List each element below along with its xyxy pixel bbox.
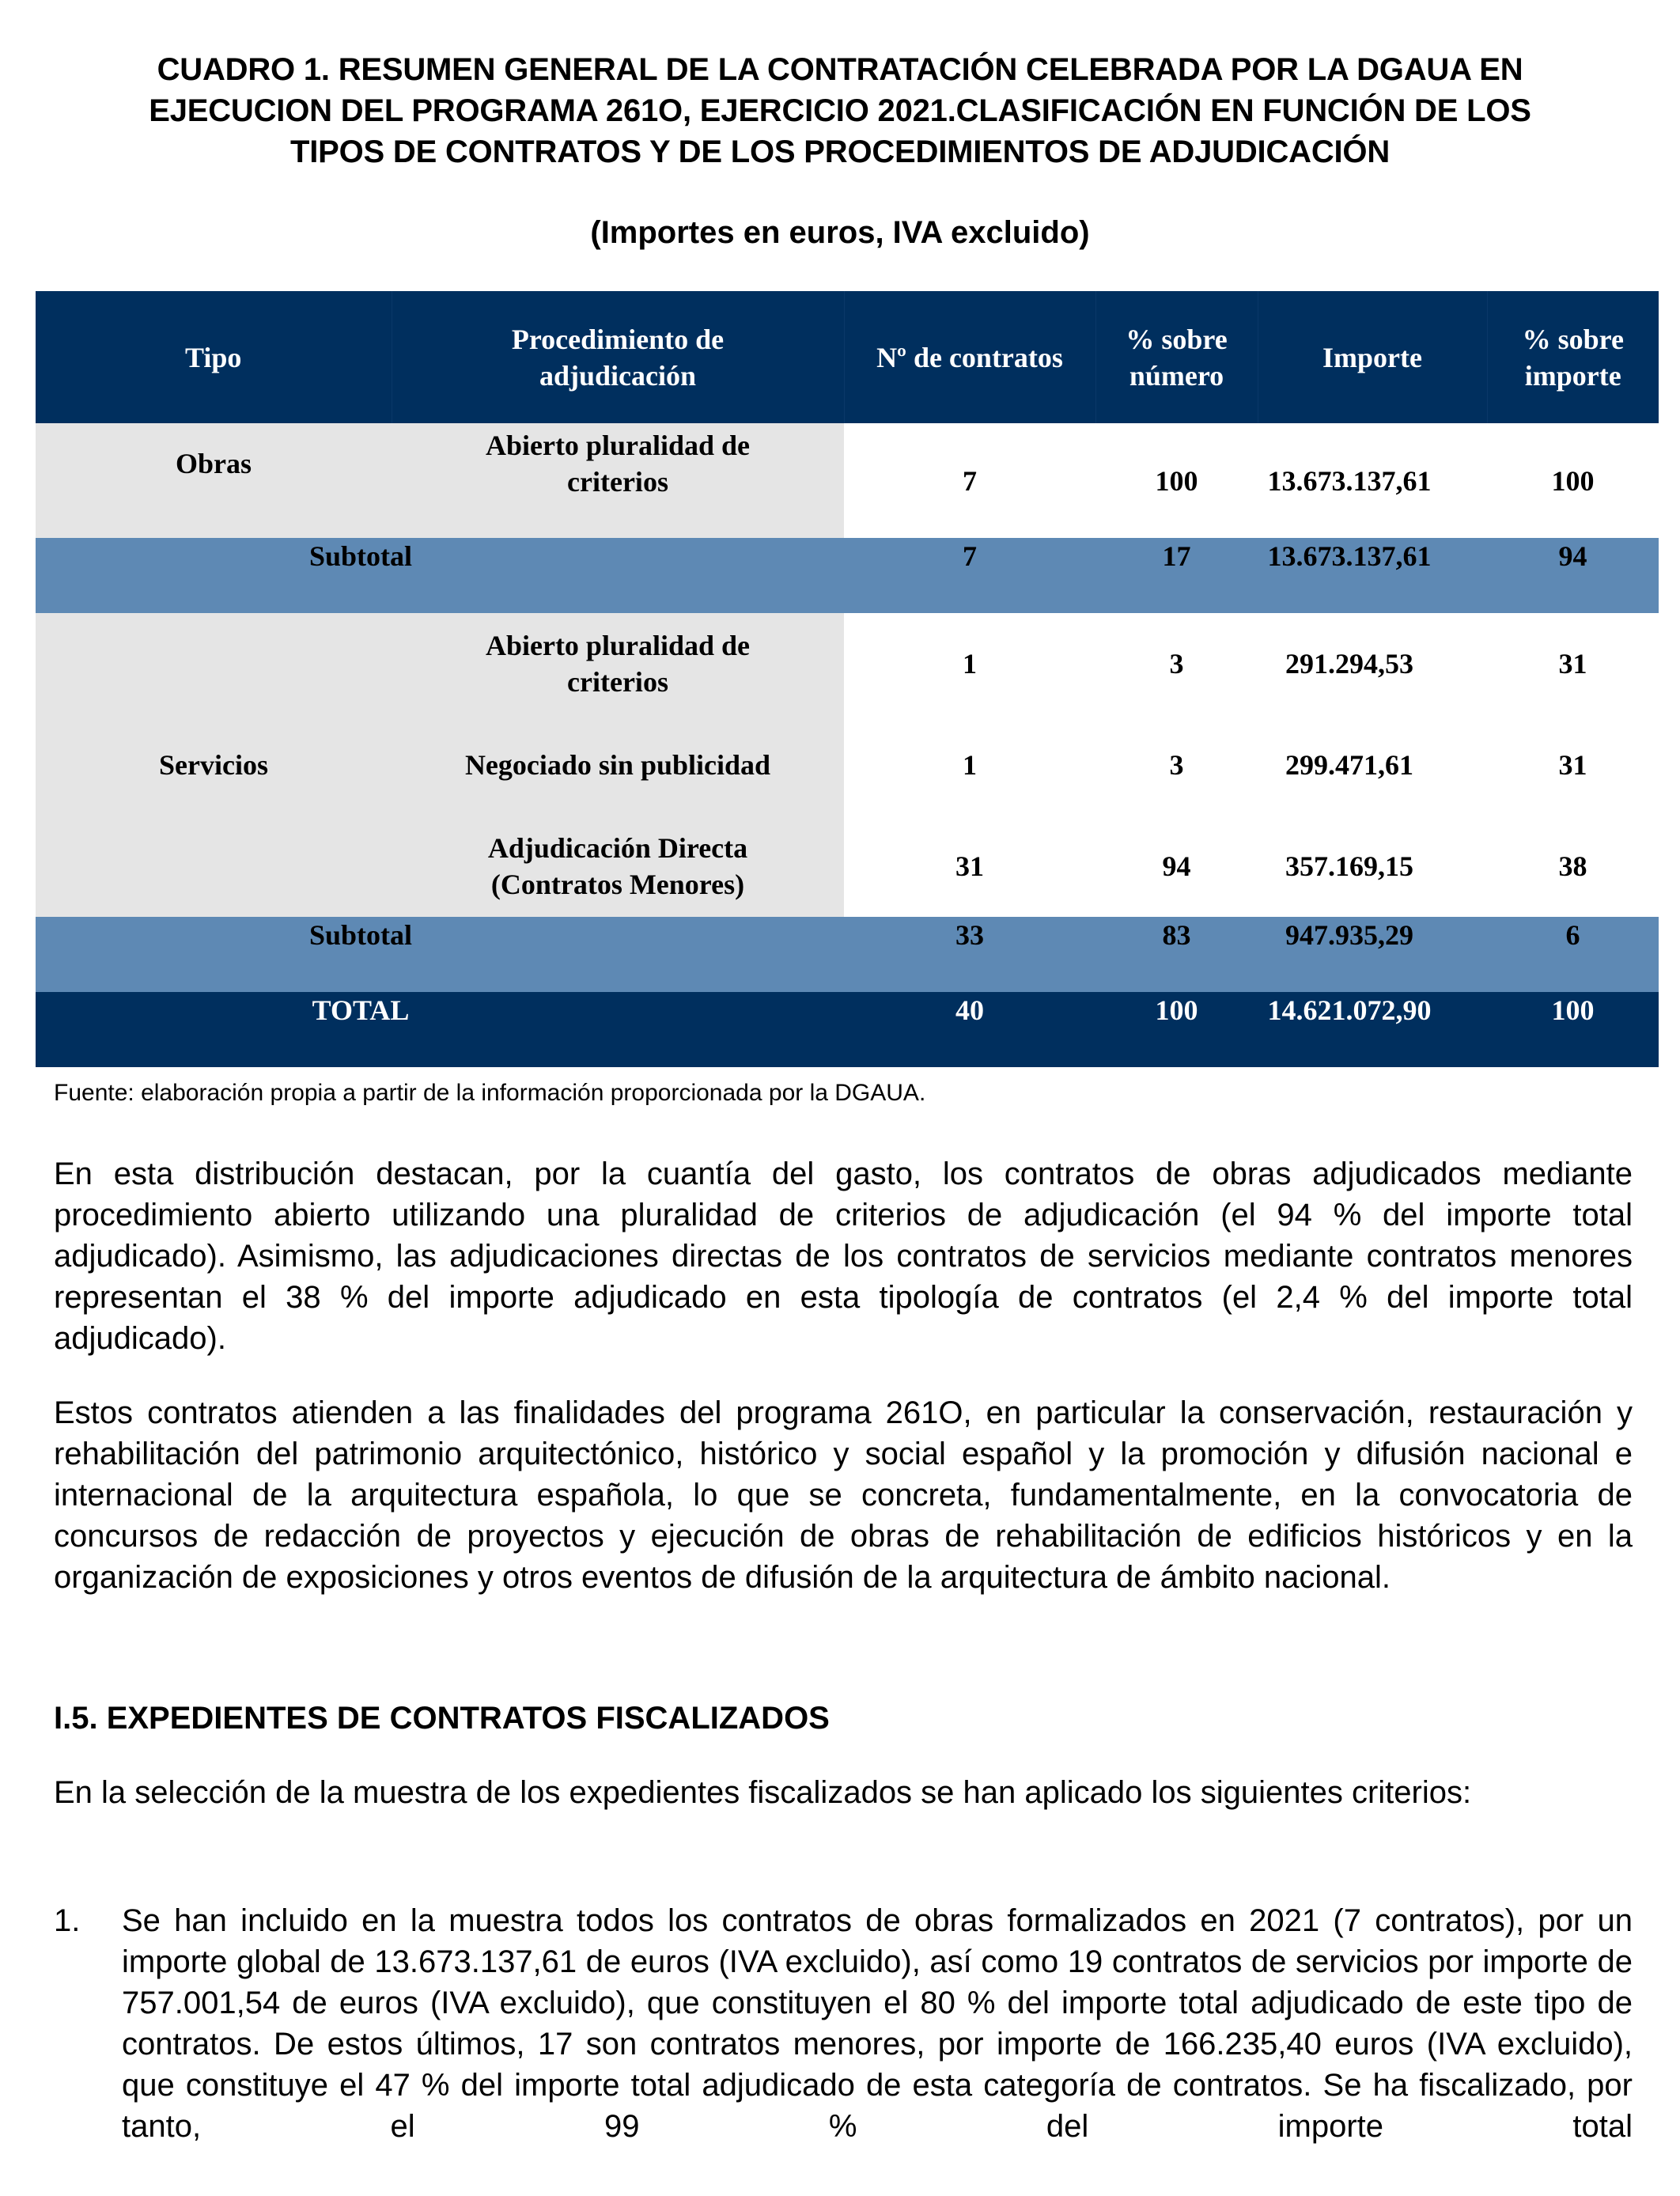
pct-imp-cell: 31 xyxy=(1487,613,1659,714)
pct-imp-cell: 94 xyxy=(1487,538,1659,613)
table-row xyxy=(36,423,1659,538)
contracts-summary-table xyxy=(36,291,1659,1067)
header-tipo: Tipo xyxy=(36,291,392,423)
section-heading: I.5. EXPEDIENTES DE CONTRATOS FISCALIZADOS xyxy=(54,1701,830,1736)
pct-imp-cell: 100 xyxy=(1487,423,1659,538)
num-cell: 7 xyxy=(844,538,1095,613)
table-title xyxy=(47,49,1633,172)
pct-imp-cell: 6 xyxy=(1487,917,1659,992)
pct-imp-cell: 31 xyxy=(1487,714,1659,816)
list-number: 1. xyxy=(54,1903,81,1938)
total-label: TOTAL xyxy=(36,992,844,1067)
num-cell: 40 xyxy=(844,992,1095,1067)
header-num-contratos: Nº de contratos xyxy=(844,291,1095,423)
procedimiento-cell: Abierto pluralidad de criterios xyxy=(392,613,844,714)
header-importe: Importe xyxy=(1258,291,1487,423)
criteria-list-item xyxy=(54,1900,1633,2147)
pct-num-cell: 100 xyxy=(1095,992,1258,1067)
body-paragraph: Estos contratos atienden a las finalidades del programa 261O, en particular la conservación, restauración y rehabilitación del patrimonio arquitectónico, histórico y social español y la promoción y difusión nacional e internacional de la arquitectura española, lo que se concreta, fundamentalmente, en la convocatoria de concursos de redacción de proyectos y ejecución de obras de rehabilitación de edificios históricos y en la organización de exposiciones y otros eventos de difusión de la arquitectura de ámbito nacional. xyxy=(54,1395,1633,1595)
subtotal-row xyxy=(36,917,1659,992)
header-pct-numero: % sobre número xyxy=(1095,291,1258,423)
tipo-cell: Servicios xyxy=(36,613,392,917)
num-cell: 31 xyxy=(844,816,1095,917)
table-subtitle: (Importes en euros, IVA excluido) xyxy=(590,215,1090,250)
importe-cell: 13.673.137,61 xyxy=(1258,423,1487,538)
pct-num-cell: 3 xyxy=(1095,714,1258,816)
title-line: CUADRO 1. RESUMEN GENERAL DE LA CONTRATACIÓN CELEBRADA POR LA DGAUA EN xyxy=(157,52,1523,87)
pct-num-cell: 83 xyxy=(1095,917,1258,992)
table-row xyxy=(36,613,1659,714)
title-line: TIPOS DE CONTRATOS Y DE LOS PROCEDIMIENTOS DE ADJUDICACIÓN xyxy=(289,134,1391,169)
importe-cell: 13.673.137,61 xyxy=(1258,538,1487,613)
header-pct-importe: % sobre importe xyxy=(1487,291,1659,423)
num-cell: 1 xyxy=(844,613,1095,714)
pct-num-cell: 17 xyxy=(1095,538,1258,613)
num-cell: 33 xyxy=(844,917,1095,992)
pct-num-cell: 100 xyxy=(1095,423,1258,538)
importe-cell: 357.169,15 xyxy=(1258,816,1487,917)
num-cell: 1 xyxy=(844,714,1095,816)
procedimiento-cell: Adjudicación Directa (Contratos Menores) xyxy=(392,816,844,917)
table-header-row xyxy=(36,291,1659,423)
pct-imp-cell: 38 xyxy=(1487,816,1659,917)
importe-cell: 291.294,53 xyxy=(1258,613,1487,714)
source-note: Fuente: elaboración propia a partir de la información proporcionada por la DGAUA. xyxy=(54,1080,926,1106)
procedimiento-cell: Negociado sin publicidad xyxy=(392,714,844,816)
section-intro: En la selección de la muestra de los expedientes fiscalizados se han aplicado los siguientes criterios: xyxy=(54,1775,1472,1810)
pct-imp-cell: 100 xyxy=(1487,992,1659,1067)
importe-cell: 14.621.072,90 xyxy=(1258,992,1487,1067)
subtotal-row xyxy=(36,538,1659,613)
pct-num-cell: 3 xyxy=(1095,613,1258,714)
importe-cell: 299.471,61 xyxy=(1258,714,1487,816)
tipo-cell: Obras xyxy=(36,423,392,538)
num-cell: 7 xyxy=(844,423,1095,538)
importe-cell: 947.935,29 xyxy=(1258,917,1487,992)
body-paragraph: En esta distribución destacan, por la cuantía del gasto, los contratos de obras adjudicados mediante procedimiento abierto utilizando una pluralidad de criterios de adjudicación (el 94 % del importe total adjudicado). Asimismo, las adjudicaciones directas de los contratos de servicios mediante contratos menores representan el 38 % del importe adjudicado en esta tipología de contratos (el 2,4 % del importe total adjudicado). xyxy=(54,1157,1633,1356)
total-row xyxy=(36,992,1659,1067)
title-line: EJECUCION DEL PROGRAMA 261O, EJERCICIO 2021.CLASIFICACIÓN EN FUNCIÓN DE LOS xyxy=(149,93,1531,128)
subtotal-label: Subtotal xyxy=(36,917,844,992)
procedimiento-cell: Abierto pluralidad de criterios xyxy=(392,423,844,538)
header-procedimiento: Procedimiento de adjudicación xyxy=(392,291,844,423)
subtotal-label: Subtotal xyxy=(36,538,844,613)
pct-num-cell: 94 xyxy=(1095,816,1258,917)
list-text: Se han incluido en la muestra todos los contratos de obras formalizados en 2021 (7 contratos), por un importe global de 13.673.137,61 de euros (IVA excluido), así como 19 contratos de servicios por importe de 757.001,54 de euros (IVA excluido), que constituyen el 80 % del importe total adjudicado de este tipo de contratos. De estos últimos, 17 son contratos menores, por importe de 166.235,40 euros (IVA excluido), que constituye el 47 % del importe total adjudicado de esta categoría de contratos. Se ha fiscalizado, por tanto, el 99 % del importe total xyxy=(122,1903,1633,2144)
